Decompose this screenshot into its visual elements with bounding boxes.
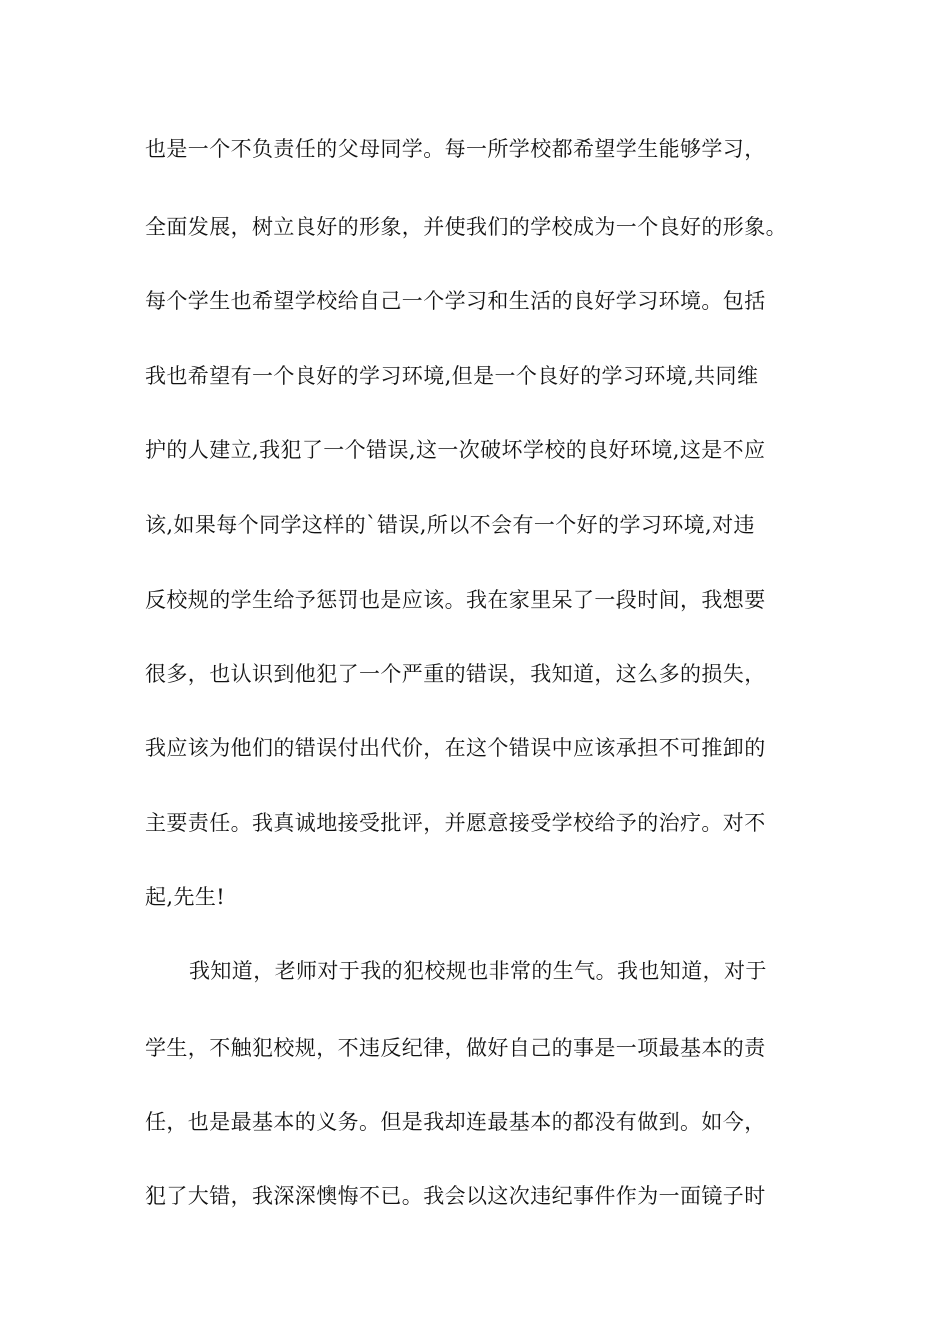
text-line: 主要责任。我真诚地接受批评，并愿意接受学校给予的治疗。对不 — [145, 811, 766, 835]
text-line: 任，也是最基本的义务。但是我却连最基本的都没有做到。如今， — [145, 1110, 766, 1134]
text-line: 很多，也认识到他犯了一个严重的错误，我知道，这么多的损失， — [145, 662, 766, 686]
text-line: 每个学生也希望学校给自己一个学习和生活的良好学习环境。包括 — [145, 289, 766, 313]
text-line: 反校规的学生给予惩罚也是应该。我在家里呆了一段时间，我想要 — [145, 588, 766, 612]
text-line: 我应该为他们的错误付出代价，在这个错误中应该承担不可推卸的 — [145, 736, 766, 760]
paragraph-first-line: 我知道，老师对于我的犯校规也非常的生气。我也知道，对于 — [189, 959, 767, 983]
text-line: 也是一个不负责任的父母同学。每一所学校都希望学生能够学习， — [145, 137, 766, 161]
text-line: 起,先生! — [145, 885, 226, 909]
text-line: 该,如果每个同学这样的`错误,所以不会有一个好的学习环境,对违 — [145, 513, 755, 537]
text-line: 我也希望有一个良好的学习环境,但是一个良好的学习环境,共同维 — [145, 364, 759, 388]
text-line: 全面发展，树立良好的形象，并使我们的学校成为一个良好的形象。 — [145, 215, 787, 239]
text-line: 护的人建立,我犯了一个错误,这一次破坏学校的良好环境,这是不应 — [145, 438, 766, 462]
text-line: 犯了大错，我深深懊悔不已。我会以这次违纪事件作为一面镜子时 — [145, 1184, 766, 1208]
text-line: 学生，不触犯校规，不违反纪律，做好自己的事是一项最基本的责 — [145, 1036, 766, 1060]
